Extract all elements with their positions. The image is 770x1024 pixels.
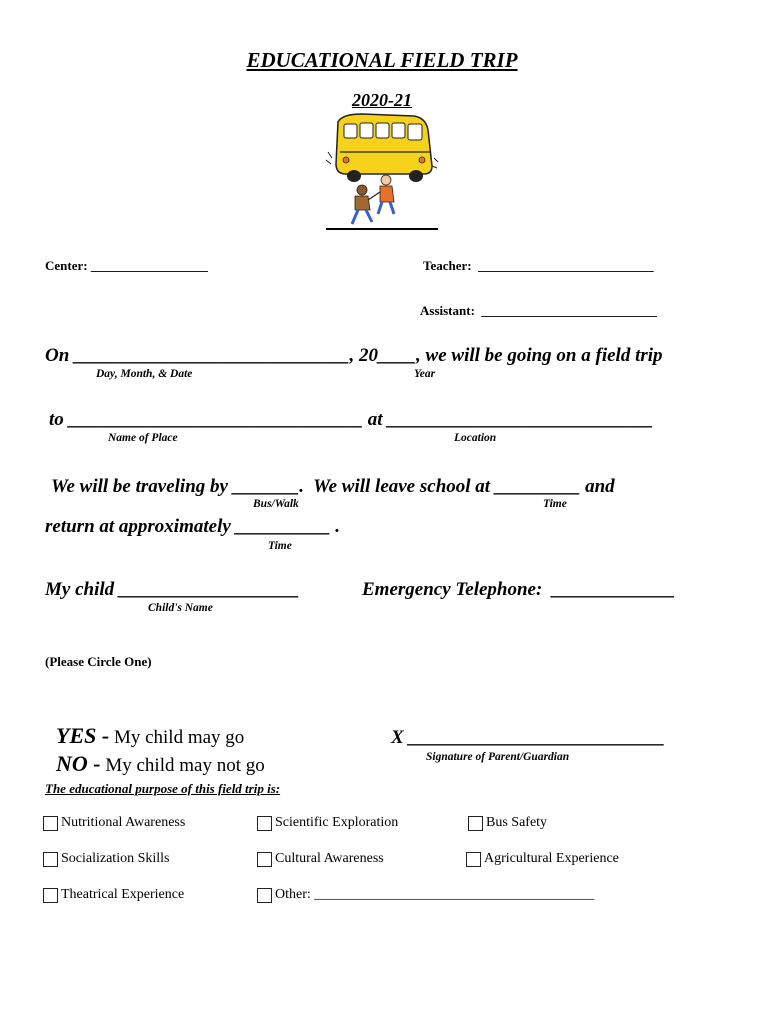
checkbox-socialization-skills[interactable] [43,851,170,867]
teacher-field[interactable]: Teacher: ___________________________ [423,258,654,273]
checkbox-icon[interactable] [468,816,483,831]
signature-line[interactable]: X ___________________________ [391,727,665,748]
checkbox-cultural-awareness[interactable] [257,851,384,867]
checkbox-agricultural-experience[interactable] [466,851,619,867]
travel-sentence[interactable]: We will be traveling by _______. We will leave school at _________ and [51,476,615,497]
option-label: Other: ________________________________________ [275,887,595,902]
leave-time-caption: Time [543,498,567,510]
no-text: My child may not go [100,755,265,776]
location-caption: Location [454,432,497,444]
no-option[interactable] [45,725,265,777]
child-name-field[interactable]: My child ___________________ [45,579,300,600]
checkbox-icon[interactable] [43,816,58,831]
checkbox-icon[interactable] [257,816,272,831]
option-label: Agricultural Experience [484,851,619,866]
circle-instruction: (Please Circle One) [45,654,152,669]
option-label: Theatrical Experience [61,887,185,902]
signature-caption: Signature of Parent/Guardian [426,751,570,763]
child-name-caption: Child's Name [148,602,213,614]
yes-text: My child may go [109,727,245,748]
school-bus-icon [322,110,440,230]
checkbox-icon[interactable] [466,852,481,867]
trip-place-sentence[interactable]: to _______________________________ at ____________________________ [49,409,654,430]
option-label: Nutritional Awareness [61,815,186,830]
form-title: EDUCATIONAL FIELD TRIP [246,48,518,72]
checkbox-theatrical-experience[interactable] [43,887,184,903]
bus-walk-caption: Bus/Walk [253,498,299,510]
yes-label: YES - [56,723,110,748]
option-label: Socialization Skills [61,851,170,866]
center-field[interactable]: Center: __________________ [45,258,208,273]
school-year: 2020-21 [352,90,412,110]
year-caption: Year [414,368,436,380]
option-label: Cultural Awareness [275,851,384,866]
date-caption: Day, Month, & Date [96,368,193,380]
checkbox-icon[interactable] [43,852,58,867]
purpose-heading: The educational purpose of this field trip is: [45,781,281,796]
checkbox-other[interactable] [257,887,594,903]
option-label: Scientific Exploration [275,815,399,830]
return-sentence[interactable]: return at approximately __________ . [45,516,341,537]
checkbox-scientific-exploration[interactable] [257,815,398,831]
option-label: Bus Safety [486,815,548,830]
checkbox-icon[interactable] [257,852,272,867]
checkbox-nutritional-awareness[interactable] [43,815,185,831]
place-caption: Name of Place [108,432,178,444]
trip-date-sentence[interactable]: On _____________________________, 20____, we will be going on a field trip [45,345,663,366]
return-time-caption: Time [268,540,292,552]
emergency-phone-field[interactable]: Emergency Telephone: _____________ [362,579,676,600]
checkbox-icon[interactable] [43,888,58,903]
checkbox-icon[interactable] [257,888,272,903]
no-label: NO - [56,751,101,776]
assistant-field[interactable]: Assistant: ___________________________ [420,303,657,318]
checkbox-bus-safety[interactable] [468,815,547,831]
